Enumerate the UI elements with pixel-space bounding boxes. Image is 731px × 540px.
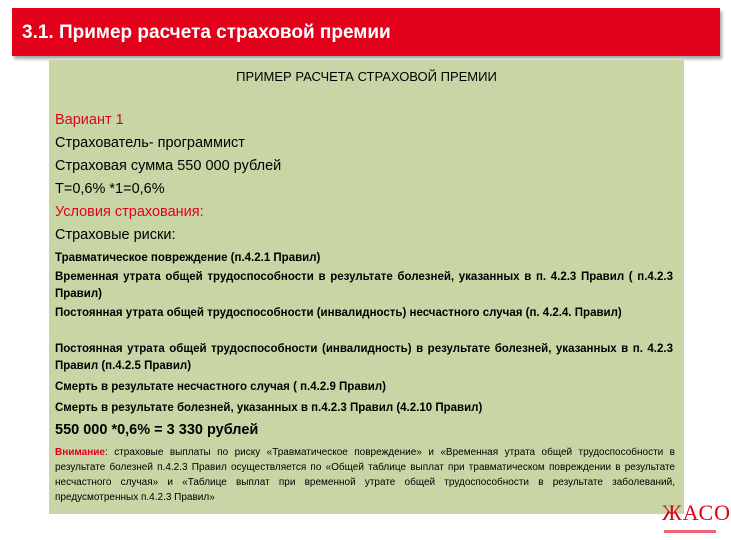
sum-label: Страховая сумма 550 000 рублей [55, 158, 282, 174]
conditions-label: Условия страхования: [55, 204, 204, 220]
logo-text: ЖАСО [662, 500, 731, 525]
risk-item: Травматическое повреждение (п.4.2.1 Правил) [55, 252, 321, 264]
attention-note [55, 445, 675, 505]
page-title: 3.1. Пример расчета страховой премии [22, 22, 391, 43]
risk-item: Смерть в результате болезней, указанных в п.4.2.3 Правил (4.2.10 Правил) [55, 402, 483, 414]
company-logo [662, 500, 731, 536]
premium-formula: 550 000 *0,6% = 3 330 рублей [55, 422, 259, 438]
panel-subtitle: ПРИМЕР РАСЧЕТА СТРАХОВОЙ ПРЕМИИ [236, 69, 497, 84]
risks-label: Страховые риски: [55, 227, 176, 243]
tariff-label: Т=0,6% *1=0,6% [55, 181, 165, 197]
risk-item: Постоянная утрата общей трудоспособности (инвалидность) в результате болезней, указанных в п. 4.2.3 Правил (п.4.2.5 Правил) [55, 343, 673, 372]
logo-underline [664, 530, 716, 533]
risk-item: Смерть в результате несчастного случая ( п.4.2.9 Правил) [55, 381, 386, 393]
risk-item: Временная утрата общей трудоспособности в результате болезней, указанных в п. 4.2.3 Правил ( п.4.2.3 Правил) [55, 271, 673, 300]
title-bar [12, 8, 720, 56]
insured-label: Страхователь- программист [55, 135, 245, 151]
content-panel [49, 60, 684, 514]
note-lead: Внимание [55, 447, 105, 458]
variant-label: Вариант 1 [55, 112, 124, 128]
note-text: : страховые выплаты по риску «Травматическое повреждение» и «Временная утрата общей трудоспособности в результате болезней п.4.2.3 Правил осуществляется по «Общей таблице выплат при травматическом повреждении в результате несчастного случая» и «Таблице выплат при временной утрате общей трудоспособности в результате заболеваний, предусмотренных п.4.2.3 Правил» [55, 447, 675, 503]
risk-item: Постоянная утрата общей трудоспособности (инвалидность) несчастного случая (п. 4.2.4. Правил) [55, 307, 622, 319]
